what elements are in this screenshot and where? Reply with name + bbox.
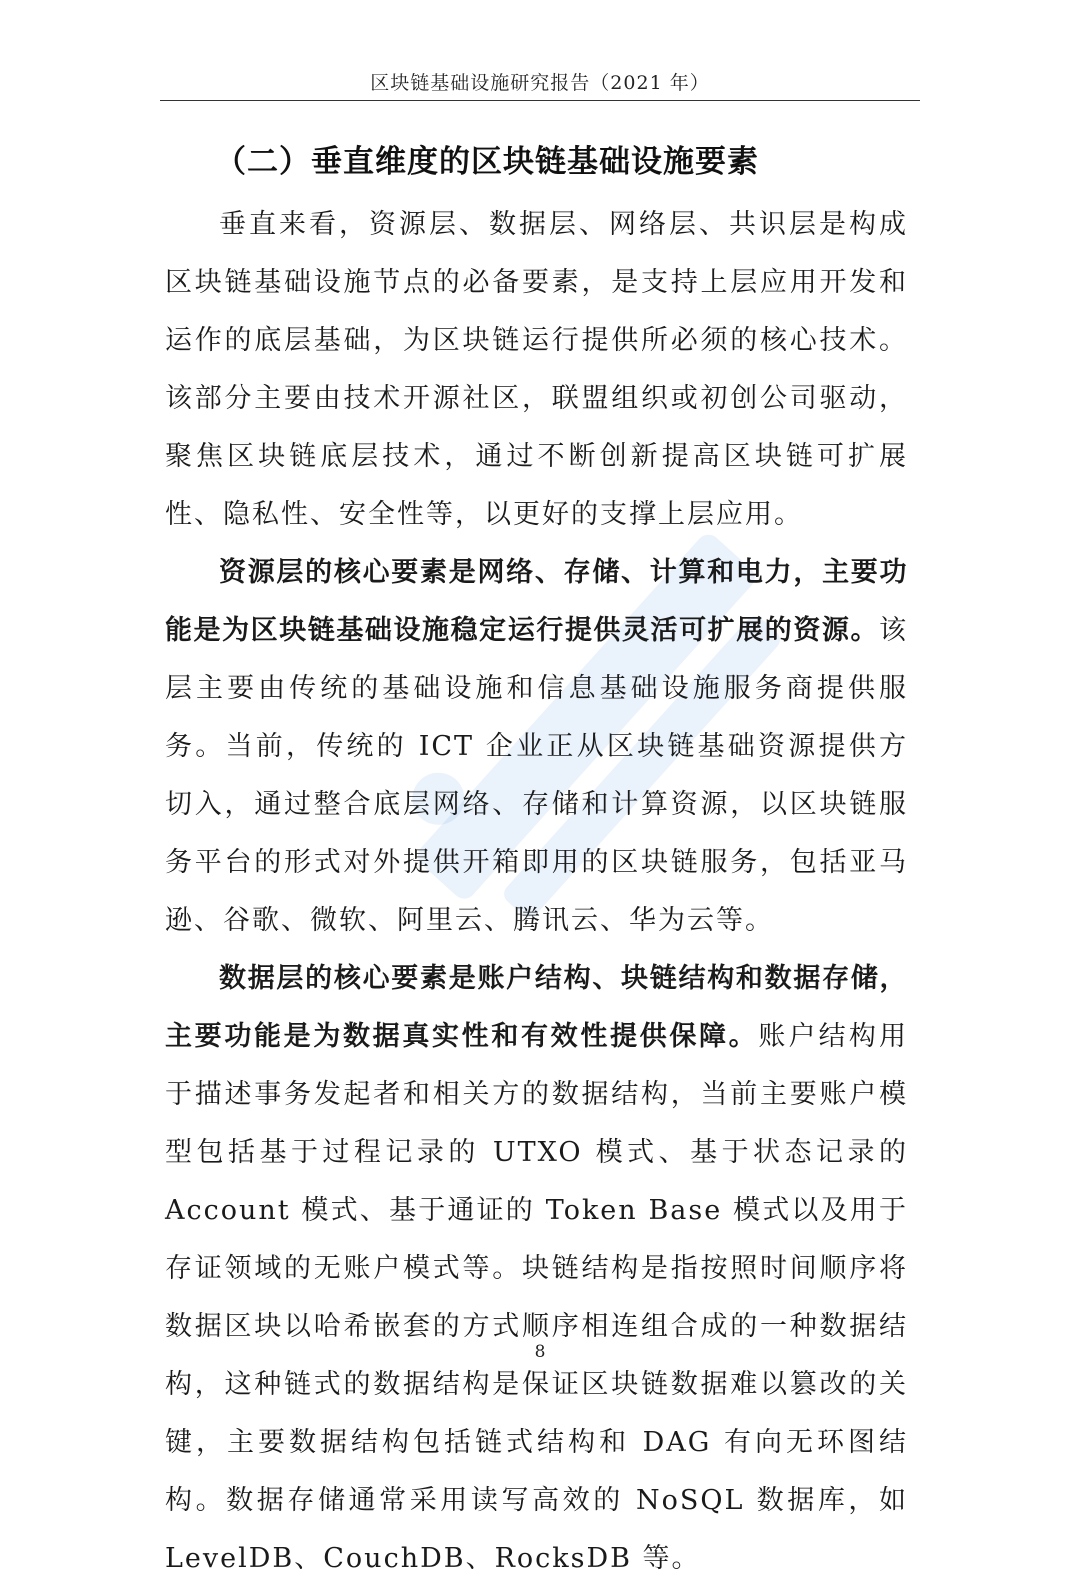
paragraph-lead: 资源层的核心要素是网络、存储、计算和电力，主要功能是为区块链基础设施稳定运行提供灵活可扩展的资源。 <box>165 557 908 646</box>
paragraph-text: 该层主要由传统的基础设施和信息基础设施服务商提供服务。当前，传统的 ICT 企业正从区块链基础资源提供方切入，通过整合底层网络、存储和计算资源，以区块链服务平台的形式对外提供开箱即用的区块链服务，包括亚马逊、谷歌、微软、阿里云、腾讯云、华为云等。 <box>165 615 908 936</box>
section-title: （二）垂直维度的区块链基础设施要素 <box>215 144 759 180</box>
body-text <box>165 196 908 1588</box>
paragraph-3 <box>165 950 908 1588</box>
paragraph-text: 垂直来看，资源层、数据层、网络层、共识层是构成区块链基础设施节点的必备要素，是支持上层应用开发和运作的底层基础，为区块链运行提供所必须的核心技术。该部分主要由技术开源社区，联盟组织或初创公司驱动，聚焦区块链底层技术，通过不断创新提高区块链可扩展性、隐私性、安全性等，以更好的支撑上层应用。 <box>165 209 908 530</box>
paragraph-2 <box>165 544 908 950</box>
running-header: 区块链基础设施研究报告（2021 年） <box>370 72 710 94</box>
header-divider <box>160 100 920 101</box>
paragraph-lead: 数据层的核心要素是账户结构、块链结构和数据存储，主要功能是为数据真实性和有效性提供保障。 <box>165 963 908 1052</box>
page-number: 8 <box>534 1342 546 1362</box>
paragraph-1 <box>165 196 908 544</box>
paragraph-text: 账户结构用于描述事务发起者和相关方的数据结构，当前主要账户模型包括基于过程记录的 UTXO 模式、基于状态记录的 Account 模式、基于通证的 Token Base 模式以及用于存证领域的无账户模式等。块链结构是指按照时间顺序将数据区块以哈希嵌套的方式顺序相连组合成的一种数据结构，这种链式的数据结构是保证区块链数据难以篡改的关键，主要数据结构包括链式结构和 DAG 有向无环图结构。数据存储通常采用读写高效的 NoSQL 数据库，如 LevelDB、CouchDB、RocksDB 等。 <box>165 1021 909 1574</box>
